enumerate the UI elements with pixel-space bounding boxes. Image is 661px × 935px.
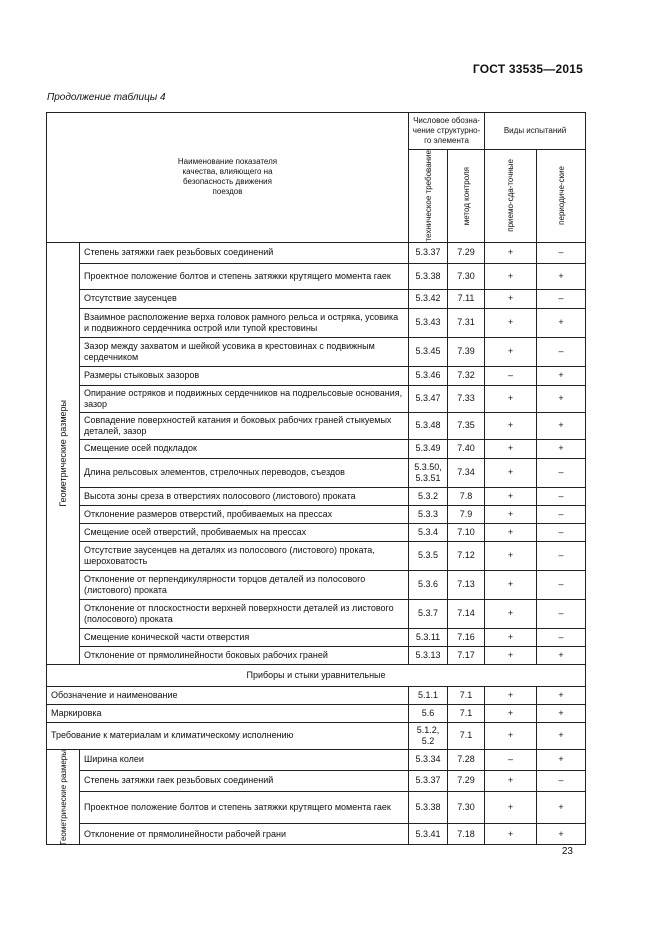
table-row — [47, 523, 586, 541]
header-tech-requirement: техническое требование — [409, 150, 448, 243]
acceptance-cell: + — [485, 487, 537, 505]
periodic-cell: + — [537, 366, 586, 385]
tech-requirement-cell: 5.3.38 — [409, 263, 448, 289]
table-row — [47, 412, 586, 439]
group-label-geometric-dimensions: Геометрические размеры — [47, 242, 80, 664]
table-row — [47, 628, 586, 646]
table-row — [47, 458, 586, 487]
control-method-cell: 7.8 — [448, 487, 485, 505]
header-control-method: метод контроля — [448, 150, 485, 243]
table-row — [47, 366, 586, 385]
indicator-name-cell: Ширина колеи — [80, 749, 409, 770]
periodic-cell: – — [537, 599, 586, 628]
control-method-cell: 7.1 — [448, 704, 485, 722]
control-method-cell: 7.17 — [448, 646, 485, 664]
header-quality-indicator: Наименование показателя качества, влияющего на безопасность движения поездов — [47, 113, 409, 243]
periodic-cell: – — [537, 523, 586, 541]
control-method-cell: 7.32 — [448, 366, 485, 385]
tech-requirement-cell: 5.3.37 — [409, 242, 448, 263]
acceptance-cell: + — [485, 628, 537, 646]
acceptance-cell: + — [485, 385, 537, 412]
table-row — [47, 337, 586, 366]
tech-requirement-cell: 5.3.48 — [409, 412, 448, 439]
periodic-cell: – — [537, 505, 586, 523]
control-method-cell: 7.11 — [448, 289, 485, 308]
table-row — [47, 385, 586, 412]
indicator-name-cell: Проектное положение болтов и степень затяжки крутящего момента гаек — [80, 791, 409, 824]
periodic-cell: – — [537, 487, 586, 505]
indicator-name-cell: Высота зоны среза в отверстиях полосового (листового) проката — [80, 487, 409, 505]
acceptance-cell: + — [485, 308, 537, 337]
acceptance-cell: + — [485, 412, 537, 439]
indicator-name-cell: Обозначение и наименование — [47, 686, 409, 704]
tech-requirement-cell: 5.1.1 — [409, 686, 448, 704]
table-row — [47, 599, 586, 628]
indicator-name-cell: Опирание остряков и подвижных сердечников на подрельсовые основания, зазор — [80, 385, 409, 412]
header-numeric-designation: Числовое обозна-чение структурно-го элемента — [409, 113, 485, 150]
acceptance-cell: + — [485, 458, 537, 487]
acceptance-cell: + — [485, 541, 537, 570]
tech-requirement-cell: 5.6 — [409, 704, 448, 722]
acceptance-cell: + — [485, 505, 537, 523]
indicator-name-cell: Проектное положение болтов и степень затяжки крутящего момента гаек — [80, 263, 409, 289]
periodic-cell: – — [537, 337, 586, 366]
control-method-cell: 7.29 — [448, 770, 485, 791]
tech-requirement-cell: 5.3.7 — [409, 599, 448, 628]
indicator-name-cell: Смещение конической части отверстия — [80, 628, 409, 646]
periodic-cell: + — [537, 439, 586, 458]
control-method-cell: 7.16 — [448, 628, 485, 646]
periodic-cell: – — [537, 242, 586, 263]
acceptance-cell: + — [485, 337, 537, 366]
control-method-cell: 7.33 — [448, 385, 485, 412]
table-row — [47, 646, 586, 664]
acceptance-cell: + — [485, 599, 537, 628]
table-row — [47, 541, 586, 570]
tech-requirement-cell: 5.3.37 — [409, 770, 448, 791]
control-method-cell: 7.1 — [448, 686, 485, 704]
table-row — [47, 308, 586, 337]
tech-requirement-cell: 5.3.38 — [409, 791, 448, 824]
table-row — [47, 749, 586, 770]
acceptance-cell: + — [485, 722, 537, 749]
acceptance-cell: + — [485, 704, 537, 722]
indicator-name-cell: Размеры стыковых зазоров — [80, 366, 409, 385]
indicator-name-cell: Степень затяжки гаек резьбовых соединений — [80, 770, 409, 791]
tech-requirement-cell: 5.3.13 — [409, 646, 448, 664]
tech-requirement-cell: 5.3.50, 5.3.51 — [409, 458, 448, 487]
control-method-cell: 7.39 — [448, 337, 485, 366]
control-method-cell: 7.30 — [448, 263, 485, 289]
acceptance-cell: + — [485, 791, 537, 824]
acceptance-cell: + — [485, 523, 537, 541]
document-code: ГОСТ 33535—2015 — [472, 62, 583, 76]
periodic-cell: + — [537, 686, 586, 704]
control-method-cell: 7.28 — [448, 749, 485, 770]
control-method-cell: 7.30 — [448, 791, 485, 824]
group2-body — [47, 749, 586, 845]
tech-requirement-cell: 5.3.49 — [409, 439, 448, 458]
tech-requirement-cell: 5.1.2, 5.2 — [409, 722, 448, 749]
tech-requirement-cell: 5.3.34 — [409, 749, 448, 770]
control-method-cell: 7.31 — [448, 308, 485, 337]
tech-requirement-cell: 5.3.45 — [409, 337, 448, 366]
control-method-cell: 7.10 — [448, 523, 485, 541]
tech-requirement-cell: 5.3.46 — [409, 366, 448, 385]
tech-requirement-cell: 5.3.4 — [409, 523, 448, 541]
periodic-cell: – — [537, 458, 586, 487]
table-row — [47, 722, 586, 749]
table-row — [47, 289, 586, 308]
table-row — [47, 791, 586, 824]
tech-requirement-cell: 5.3.6 — [409, 570, 448, 599]
indicator-name-cell: Отсутствие заусенцев — [80, 289, 409, 308]
table-row — [47, 770, 586, 791]
header-acceptance: приемо-сда-точные — [485, 150, 537, 243]
acceptance-cell: + — [485, 770, 537, 791]
tech-requirement-cell: 5.3.47 — [409, 385, 448, 412]
acceptance-cell: – — [485, 366, 537, 385]
periodic-cell: + — [537, 263, 586, 289]
table-row — [47, 570, 586, 599]
control-method-cell: 7.18 — [448, 824, 485, 845]
indicator-name-cell: Отклонение от перпендикулярности торцов деталей из полосового (листового) проката — [80, 570, 409, 599]
tech-requirement-cell: 5.3.2 — [409, 487, 448, 505]
indicator-name-cell: Зазор между захватом и шейкой усовика в крестовинах с подвижным сердечником — [80, 337, 409, 366]
acceptance-cell: + — [485, 646, 537, 664]
control-method-cell: 7.14 — [448, 599, 485, 628]
periodic-cell: + — [537, 791, 586, 824]
acceptance-cell: + — [485, 439, 537, 458]
acceptance-cell: + — [485, 289, 537, 308]
tech-requirement-cell: 5.3.11 — [409, 628, 448, 646]
periodic-cell: + — [537, 722, 586, 749]
periodic-cell: – — [537, 628, 586, 646]
group1-body — [47, 242, 586, 664]
header-test-types: Виды испытаний — [485, 113, 586, 150]
indicator-name-cell: Длина рельсовых элементов, стрелочных переводов, съездов — [80, 458, 409, 487]
indicator-name-cell: Степень затяжки гаек резьбовых соединений — [80, 242, 409, 263]
control-method-cell: 7.35 — [448, 412, 485, 439]
acceptance-cell: + — [485, 242, 537, 263]
acceptance-cell: + — [485, 686, 537, 704]
control-method-cell: 7.40 — [448, 439, 485, 458]
indicator-name-cell: Маркировка — [47, 704, 409, 722]
section2-body — [47, 664, 586, 686]
acceptance-cell: + — [485, 570, 537, 599]
requirements-table — [46, 112, 586, 845]
control-method-cell: 7.34 — [448, 458, 485, 487]
page-number: 23 — [561, 846, 573, 857]
indicator-name-cell: Требование к материалам и климатическому исполнению — [47, 722, 409, 749]
table-caption: Продолжение таблицы 4 — [47, 92, 166, 103]
section-heading: Приборы и стыки уравнительные — [47, 664, 586, 686]
tech-requirement-cell: 5.3.3 — [409, 505, 448, 523]
periodic-cell: – — [537, 770, 586, 791]
control-method-cell: 7.9 — [448, 505, 485, 523]
indicator-name-cell: Смещение осей подкладок — [80, 439, 409, 458]
periodic-cell: + — [537, 385, 586, 412]
table-row — [47, 686, 586, 704]
table-row — [47, 704, 586, 722]
periodic-cell: – — [537, 289, 586, 308]
periodic-cell: + — [537, 749, 586, 770]
control-method-cell: 7.1 — [448, 722, 485, 749]
acceptance-cell: + — [485, 824, 537, 845]
tech-requirement-cell: 5.3.41 — [409, 824, 448, 845]
table-row — [47, 505, 586, 523]
table-row — [47, 263, 586, 289]
table-row — [47, 824, 586, 845]
indicator-name-cell: Отклонение от прямолинейности рабочей грани — [80, 824, 409, 845]
periodic-cell: – — [537, 570, 586, 599]
control-method-cell: 7.29 — [448, 242, 485, 263]
tech-requirement-cell: 5.3.43 — [409, 308, 448, 337]
table-row — [47, 242, 586, 263]
indicator-name-cell: Отклонение размеров отверстий, пробиваемых на прессах — [80, 505, 409, 523]
header-periodic: периодиче-ские — [537, 150, 586, 243]
acceptance-cell: + — [485, 263, 537, 289]
indicator-name-cell: Совпадение поверхностей катания и боковых рабочих граней стыкуемых деталей, зазор — [80, 412, 409, 439]
periodic-cell: + — [537, 308, 586, 337]
periodic-cell: + — [537, 412, 586, 439]
control-method-cell: 7.12 — [448, 541, 485, 570]
periodic-cell: + — [537, 646, 586, 664]
table-row — [47, 487, 586, 505]
acceptance-cell: – — [485, 749, 537, 770]
periodic-cell: + — [537, 824, 586, 845]
indicator-name-cell: Взаимное расположение верха головок рамного рельса и остряка, усовика и подвижного сердечника острой или тупой крестовины — [80, 308, 409, 337]
periodic-cell: + — [537, 704, 586, 722]
indicator-name-cell: Отклонение от плоскостности верхней поверхности деталей из листового (полосового) проката — [80, 599, 409, 628]
periodic-cell: – — [537, 541, 586, 570]
tech-requirement-cell: 5.3.5 — [409, 541, 448, 570]
control-method-cell: 7.13 — [448, 570, 485, 599]
indicator-name-cell: Отсутствие заусенцев на деталях из полосового (листового) проката, шероховатость — [80, 541, 409, 570]
indicator-name-cell: Отклонение от прямолинейности боковых рабочих граней — [80, 646, 409, 664]
plain-rows-body — [47, 686, 586, 749]
table-row — [47, 439, 586, 458]
group-label-geometric-dimensions: Геометрические размеры — [47, 749, 80, 845]
indicator-name-cell: Смещение осей отверстий, пробиваемых на прессах — [80, 523, 409, 541]
tech-requirement-cell: 5.3.42 — [409, 289, 448, 308]
